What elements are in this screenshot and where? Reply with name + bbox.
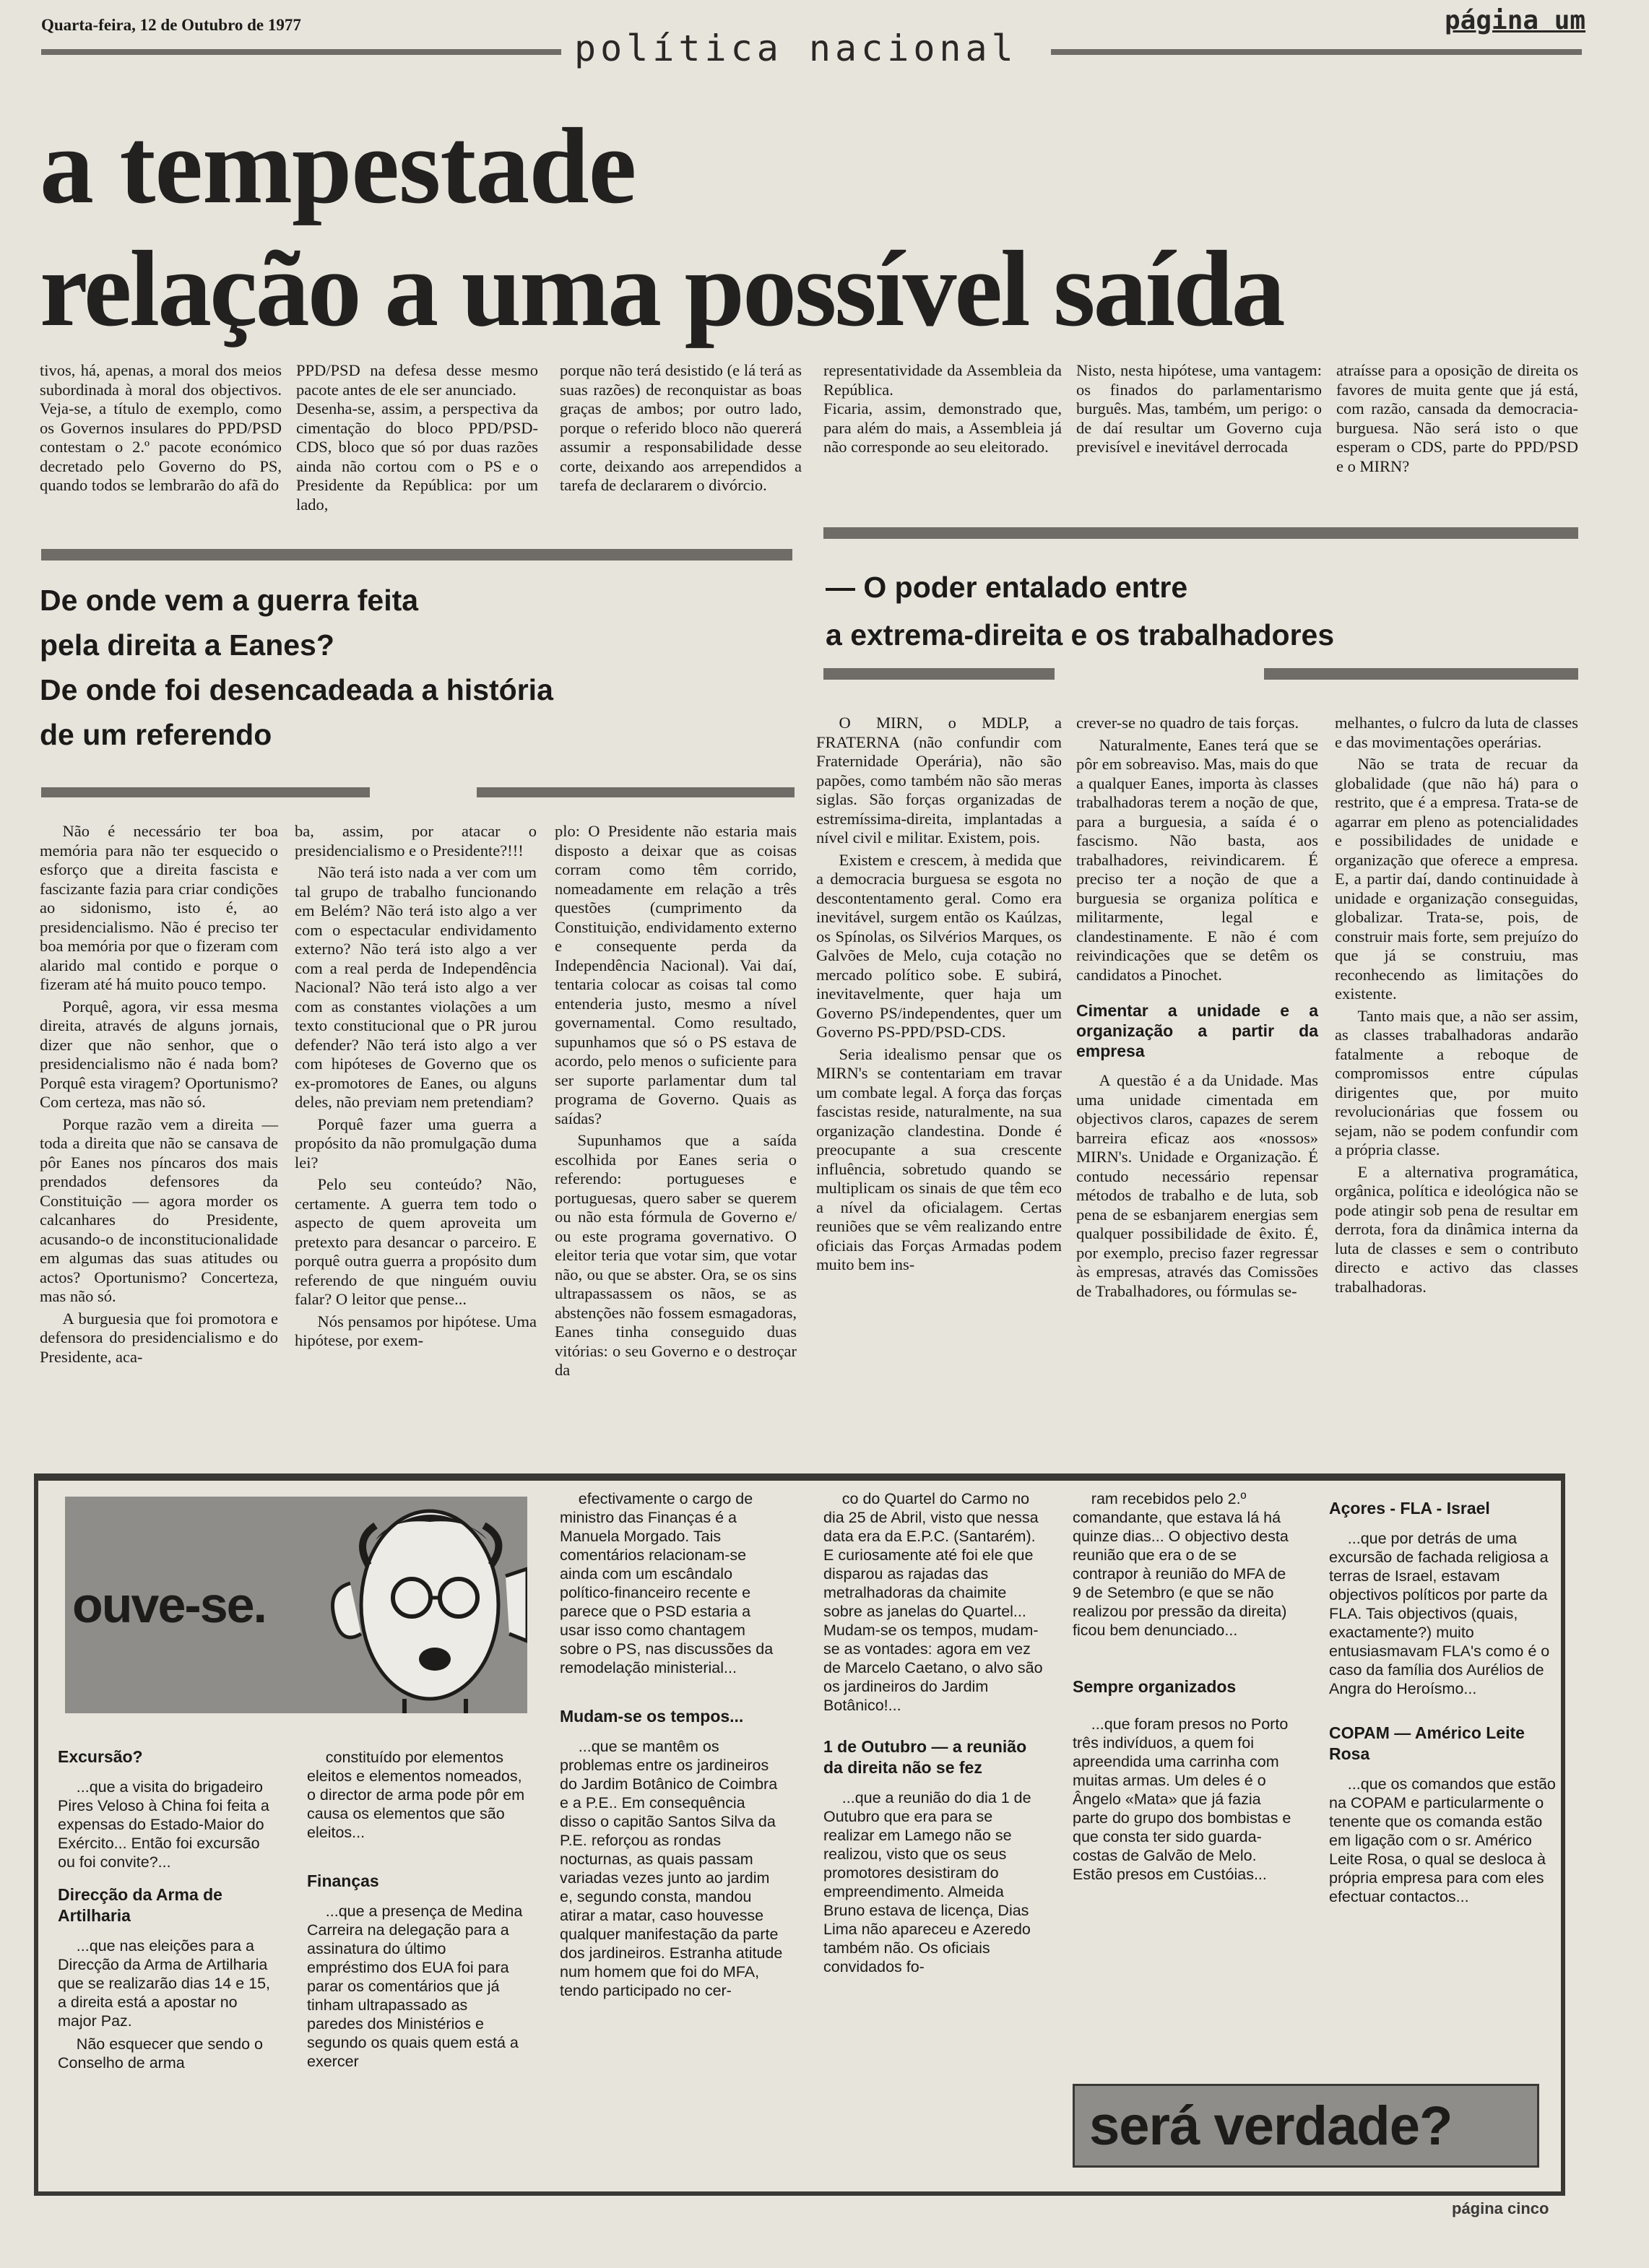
top-column-4-text: representatividade da Assembleia da República. Ficaria, assim, demonstrado que, para além do mais, a Assembleia já não corresponde ao seu eleitorado.	[823, 361, 1062, 456]
ouve-se-c2-title-1: Finanças	[307, 1871, 379, 1890]
right-col1-p3: Seria idealismo pensar que os MIRN's se contentariam em travar um combate legal. A força das forças fascistas reside, naturalmente, na sua organização clandestina. Donde é preocupante a sua crescente influência, sobretudo quando se multiplicam os sinais de que têm eco a nível da oficialagem. Certas reuniões que se vêm realizando entre oficiais das Forças Armadas podem muito bem ins-	[816, 1044, 1062, 1273]
right-col2-p1: crever-se no quadro de tais forças.	[1076, 714, 1299, 732]
ouve-se-c2-p2: ...que a presença de Medina Carreira na delegação para a assinatura do último empréstimo dos EUA foi para parar os comentários que já tinham ultrapassado as paredes dos Ministérios e segundo os quais quem está a exercer	[307, 1903, 523, 2070]
header-rule-left	[41, 49, 561, 55]
left-col1-p2: Porquê, agora, vir essa mesma direita, através de alguns jornais, dizer que não senhor, que o presidencialismo não é nada bom? Porquê esta viragem? Oportunismo? Com certeza, mas não só.	[40, 997, 278, 1111]
left-col1-p3: Porque razão vem a direita — toda a direita que não se cansava de pôr Eanes nos píncaros dos mais prendados defensores da Constituição — agora morder os calcanhares do Presidente, acusando-o de inconstitucionalidade em algumas das suas atitudes ou actos? Oportunismo? Concerteza, mas não só.	[40, 1114, 278, 1305]
ouve-se-c5-p1: ram recebidos pelo 2.º comandante, que estava lá há quinze dias... O objectivo desta reunião que era o de se contrapor à reunião do MFA de 9 de Setembro (e que se não realizou por pressão da direita) ficou bem denunciado...	[1073, 1490, 1289, 1639]
ouve-se-c3-p2: ...que se mantêm os problemas entre os jardineiros do Jardim Botânico de Coimbra e a P.E.. Em consequência disso o capitão Santos Silva da P.E. reforçou as rondas nocturnas, as quais passam variadas vezes junto ao jardim e, segundo consta, mandou atirar a matar, caso houvesse qualquer manifestação da parte dos jardineiros. Estranha atitude num homem que foi do MFA, tendo participado no cer-	[560, 1738, 783, 1999]
top-column-6: atraísse para a oposição de direita os favores de muita gente que já está, com razão, cansada da democracia-burguesa. Não será isto o que esperam o CDS, parte do PPD/PSD e o MIRN?	[1336, 361, 1578, 475]
left-col2-p3: Porquê fazer uma guerra a propósito da não promulgação duma lei?	[295, 1114, 537, 1172]
left-article-column-3	[555, 822, 797, 1383]
top-column-4	[823, 361, 1062, 460]
top-column-5: Nisto, nesta hipótese, uma vantagem: os finados do parlamentarismo burguês. Mas, também, um perigo: o de daí resultar um Governo cuja previsível e inevitável derrocada	[1076, 361, 1322, 456]
top-column-3: porque não terá desistido (e lá terá as suas razões) de reconquistar as boas graças de ambos; por outro lado, porque o referido bloco não quererá assumir a responsabilidade desse corte, deixando aos arrependidos a tarefa de declararem o divórcio.	[560, 361, 802, 494]
listening-man-illustration	[65, 1497, 527, 1713]
left-article-column-2	[295, 822, 537, 1354]
left-heading-line-3: De onde foi desencadeada a história	[40, 673, 553, 706]
right-heading-line-2: a extrema-direita e os trabalhadores	[826, 618, 1335, 652]
sera-verdade-text: será verdade?	[1089, 2095, 1453, 2157]
top-column-2	[296, 361, 538, 517]
ouve-se-c1-title-1: Excursão?	[58, 1747, 143, 1766]
headline-line-1: a tempestade	[40, 106, 636, 226]
ouve-se-c6-p1: ...que por detrás de uma excursão de fachada religiosa a terras de Israel, estavam objectivos políticos por parte da FLA. Tais objectivos (quais, exactamente?) muito entusiasmavam FLA's como é o caso da família dos Aurélios de Angra do Heroísmo...	[1329, 1530, 1550, 1697]
ouve-se-c1-p1: ...que a visita do brigadeiro Pires Veloso à China foi feita a expensas do Estado-Maior do Exército... Então foi excursão ou foi convite?...	[58, 1778, 269, 1871]
left-article-column-1	[40, 822, 278, 1369]
ouve-se-c3-title-1: Mudam-se os tempos...	[560, 1707, 744, 1726]
right-col1-p1: O MIRN, o MDLP, a FRATERNA (não confundir com Fraternidade Operária), não são papões, como também não são meras siglas. São forças organizadas de estremíssima-direita, implantadas a nível civil e militar. Existem, pois.	[816, 714, 1062, 847]
ouve-se-c4-title-1: 1 de Outubro — a reunião da direita não se fez	[823, 1737, 1027, 1777]
right-article-column-1	[816, 714, 1062, 1278]
right-col3-p1: melhantes, o fulcro da luta de classes e das movimentações operárias.	[1335, 714, 1578, 751]
right-section-divider-top	[823, 527, 1578, 539]
right-col3-p4: E a alternativa programática, orgânica, política e ideológica não se pode atingir sob pena de resultar em derrota, fora da dinâmica interna da luta de classes e sem o contributo directo e activo das classes trabalhadoras.	[1335, 1162, 1578, 1296]
left-col2-p1: ba, assim, por atacar o presidencialismo e o Presidente?!!!	[295, 822, 537, 860]
ouve-se-c6-p2: ...que os comandos que estão na COPAM e particularmente o tenente que os comanda estão em ligação com o sr. Américo Leite Rosa, o qual se desloca à própria empresa para com eles efectuar contactos...	[1329, 1775, 1556, 1905]
ouve-se-logo-text: ouve-se.	[72, 1577, 266, 1633]
left-heading-rule-1	[41, 787, 370, 797]
ouve-se-column-1	[58, 1734, 278, 2077]
ouve-se-logo	[65, 1497, 527, 1713]
right-article-column-2	[1076, 714, 1318, 1304]
headline-line-2: relação a uma possível saída	[40, 229, 1284, 349]
ouve-se-c4-p1: co do Quartel do Carmo no dia 25 de Abril, visto que nessa data era da E.P.C. (Santarém). E curiosamente até foi ele que disparou as rajadas das metralhadoras da chaimite sobre as janelas do Quartel... Mudam-se os tempos, mudam-se as vontades: agora em vez de Marcelo Caetano, o alvo são os jardineiros do Jardim Botânico!...	[823, 1490, 1043, 1714]
right-heading-rule-2	[1264, 668, 1578, 680]
ouve-se-c1-p3: Não esquecer que sendo o Conselho de arma	[58, 2035, 263, 2072]
top-column-1: tivos, há, apenas, a moral dos meios subordinada à moral dos objectivos. Veja-se, a título de exemplo, como os Governos insulares do PPD/PSD contestam o 2.º pacote económico decretado pelo Governo do PS, quando todos se lembrarão do afã do	[40, 361, 282, 494]
left-col2-p5: Nós pensamos por hipótese. Uma hipótese, por exem-	[295, 1312, 537, 1349]
ouve-se-column-3	[560, 1489, 784, 2004]
ouve-se-c2-p1: constituído por elementos eleitos e elementos nomeados, o director de arma pode pôr em causa os elementos que são eleitos...	[307, 1749, 525, 1841]
left-col2-p2: Não terá isto nada a ver com um tal grupo de trabalho funcionando em Belém? Não terá isto algo a ver com o espectacular endividamento externo? Não terá isto algo a ver com a real perda de Independência Nacional? Não terá isto algo a ver com as constantes violações a um texto constitucional que o PR jurou defender? Não terá isto algo a ver com hipóteses de Governo que os ex-promotores de Eanes, ou alguns deles, não previam nem pretendiam?	[295, 863, 537, 1111]
ouve-se-column-4	[823, 1489, 1047, 1981]
ouve-se-column-5	[1073, 1489, 1297, 1888]
ouve-se-c5-title-1: Sempre organizados	[1073, 1677, 1237, 1696]
left-col3-p1: plo: O Presidente não estaria mais disposto a deixar que as coisas corram como têm corrido, nomeadamente em relação a três questões (cumprimento da Constituição, endividamento externo e consequente perda da Independência Nacional). Vai daí, tentaria colocar as coisas tal como entenderia justo, mesmo a nível governamental. Como resultado, supunhamos que só o PS estava de acordo, pelo menos o suficiente para ser suporte parlamentar dum tal programa de Governo. Quais as saídas?	[555, 822, 797, 1127]
right-col2-subheading: Cimentar a unidade e a organização a partir da empresa	[1076, 1001, 1318, 1060]
right-col1-p2: Existem e crescem, à medida que a democracia burguesa se esgota no descontentamento geral. Como era inevitável, surgem então os Kaúlzas, os Spínolas, os Silvérios Marques, os Galvões de Melo, cuja cotação no mercado político sobe. E subirá, inevitavelmente, quer haja um Governo PS/independentes, quer um Governo PS-PPD/PSD-CDS.	[816, 850, 1062, 1041]
sera-verdade-banner	[1073, 2084, 1539, 2168]
right-col2-p2: Naturalmente, Eanes terá que se pôr em sobreaviso. Mas, mais do que a qualquer Eanes, importa às classes trabalhadoras terem a noção de que, para a burguesia, a saída é o fascismo. Não basta, aos trabalhadores, reivindicarem. É preciso ter a noção de que a burguesia se organiza política e militarmente, legal e clandestinamente. E não é com reivindicações que se detêm os candidatos a Pinochet.	[1076, 735, 1318, 984]
left-col3-p2: Supunhamos que a saída escolhida por Eanes seria o referendo: portugueses e portuguesas, quero saber se querem ou não esta fórmula de Governo e/ ou este programa governativo. O eleitor teria que votar sim, que votar não, ou que se abster. Ora, se os sins ultrapassassem os nãos, se as abstenções não fossem esmagadoras, Eanes tinha conseguido duas vitórias: o seu Governo e o destroçar da	[555, 1131, 797, 1379]
ouve-se-c6-title-2: COPAM — Américo Leite Rosa	[1329, 1723, 1525, 1763]
left-heading-line-2: pela direita a Eanes?	[40, 628, 334, 662]
left-heading-rule-2	[477, 787, 795, 797]
issue-date: Quarta-feira, 12 de Outubro de 1977	[41, 16, 301, 34]
ouve-se-c5-p2: ...que foram presos no Porto três indivíduos, a quem foi apreendida uma carrinha com muitas armas. Um deles é o Ângelo «Mata» que já fazia parte do grupo dos bombistas e que consta ter sido guarda-costas de Galvão de Melo. Estão presos em Custóias...	[1073, 1715, 1291, 1883]
left-col1-p1: Não é necessário ter boa memória para não ter esquecido o esforço que a direita fascista e fascizante fazia para criar condições ao sidonismo, isto é, ao presidencialismo. Não é preciso ter boa memória por que o fizeram com alarido mal contido e porque o fizeram até há muito pouco tempo.	[40, 822, 278, 993]
ouve-se-c6-title-1: Açores - FLA - Israel	[1329, 1499, 1490, 1518]
left-heading-line-1: De onde vem a guerra feita	[40, 584, 419, 617]
right-heading-line-1: — O poder entalado entre	[826, 571, 1188, 604]
ouve-se-c4-p2: ...que a reunião do dia 1 de Outubro que era para se realizar em Lamego não se realizou, visto que os seus promotores desistiram do empreendimento. Almeida Bruno estava de licença, Dias Lima não apareceu e Azeredo também não. Os oficiais convidados fo-	[823, 1789, 1031, 1975]
ouve-se-c3-p1: efectivamente o cargo de ministro das Finanças é a Manuela Morgado. Tais comentários relacionam-se ainda com um escândalo político-financeiro recente e parece que o PSD estaria a usar isso como chantagem sobre o PS, nas discussões da remodelação ministerial...	[560, 1490, 774, 1676]
header-rule-right	[1051, 49, 1582, 55]
ouve-se-column-2	[307, 1748, 527, 2075]
right-article-column-3	[1335, 714, 1578, 1299]
left-section-divider	[41, 549, 792, 560]
left-heading-line-4: de um referendo	[40, 718, 272, 751]
right-heading-rule-1	[823, 668, 1055, 680]
ouve-se-column-6	[1329, 1495, 1560, 1910]
right-col3-p2: Não se trata de recuar da globalidade (que não há) para o restrito, que é a empresa. Trata-se de agarrar em pleno as potencialidades e possibilidades de unidade e organização que oferece a empresa. E, a partir daí, dando continuidade à unidade e organização conseguidas, globalizar. Trata-se, pois, de construir mais forte, sem prejuízo do que já se construiu, mas reconhecendo as limitações do existente.	[1335, 755, 1578, 1003]
ouve-se-c1-p2: ...que nas eleições para a Direcção da Arma de Artilharia que se realizarão dias 14 e 15, a direita está a apostar no major Paz.	[58, 1937, 271, 2030]
right-col2-p3: A questão é a da Unidade. Mas uma unidade cimentada em objectivos claros, capazes de serem barreira eficaz aos «nossos» MIRN's. Unidade e Organização. É contudo necessário repensar métodos de trabalho e de luta, sob pena de se esbanjarem energias sem qualquer possibilidade de êxito. É, por exemplo, preciso fazer regressar às empresas, através das Comissões de Trabalhadores, ou fórmulas se-	[1076, 1071, 1318, 1300]
top-column-2-text: PPD/PSD na defesa desse mesmo pacote antes de ele ser anunciado. Desenha-se, assim, a perspectiva da cimentação do bloco PPD/PSD-CDS, bloco que só por duas razões ainda não cortou com o PS e o Presidente da República: por um lado,	[296, 361, 538, 514]
right-article-heading	[826, 563, 1334, 659]
section-title: política nacional	[574, 27, 1018, 69]
page-label: página um	[1445, 6, 1586, 35]
bottom-page-label: página cinco	[1452, 2199, 1549, 2217]
ouve-se-c1-title-2: Direcção da Arma de Artilharia	[58, 1885, 222, 1925]
left-col2-p4: Pelo seu conteúdo? Não, certamente. A guerra tem todo o aspecto de quem aproveita um pretexto para desancar o parceiro. E porquê outra guerra a propósito dum referendo de que ninguém ouviu falar? O leitor que pense...	[295, 1175, 537, 1308]
left-col1-p4: A burguesia que foi promotora e defensora do presidencialismo e do Presidente, aca-	[40, 1309, 278, 1366]
left-article-heading	[40, 578, 553, 757]
right-col3-p3: Tanto mais que, a não ser assim, as classes trabalhadoras andarão fatalmente a reboque de compromissos entre cúpulas dirigentes que, por muito revolucionárias que fossem ou sejam, não se podem confundir com a própria classe.	[1335, 1006, 1578, 1159]
